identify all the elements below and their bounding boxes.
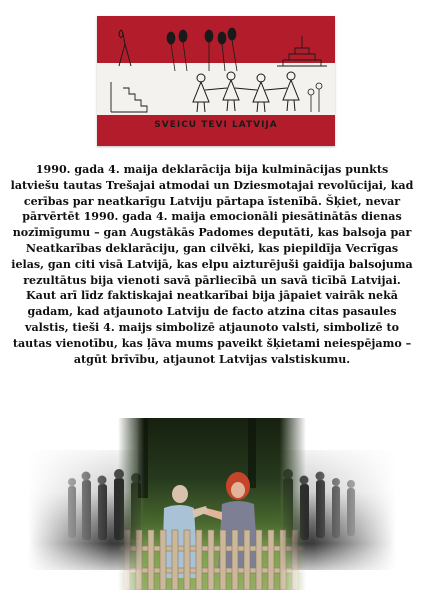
article-paragraph: 1990. gada 4. maija deklarācija bija kulminācijas punkts latviešu tautas Trešajai atmodai un Dziesmotajai revolūcijai, kad cerības par neatkarīgu Latviju pārtapa īstenībā. Šķiet, nevar pārvērtēt 1990. gada 4. maija emocionāli piesātinātās dienas nozīmīgumu – gan Augstākās Padomes deputāti, kas balsoja par Neatkarības deklarāciju, gan cilvēki, kas piepildīja Vecrīgas ielas, gan citi visā Latvijā, kas elpu aizturējuši gaidīja balsojuma rezultātus bija vienoti savā pārliecībā un savā ticībā Latvijai. Kaut arī līdz faktiskajai neatkarībai bija jāpaiet vairāk nekā gadam, kad atjaunoto Latviju de facto atzina citas pasaules valstis, tieši 4. maijs simbolizē atjaunoto valsti, simbolizē to tautas vienotību, kas ļāva mums paveikt šķietami neiespējamo – atgūt brīvību, atjaunot Latvijas valstiskumu. bbox=[10, 163, 414, 366]
latvian-flag-drawing bbox=[97, 16, 335, 146]
plant-doodle bbox=[119, 30, 131, 66]
balloon-4 bbox=[218, 32, 226, 44]
balloon-3 bbox=[205, 30, 213, 42]
monument-doodle bbox=[277, 36, 327, 66]
balloon-5 bbox=[228, 28, 236, 40]
girl-1 bbox=[193, 74, 209, 112]
girl-3 bbox=[253, 74, 269, 112]
balloon-2 bbox=[179, 30, 187, 42]
balloon-1 bbox=[167, 32, 175, 44]
flowers-doodle bbox=[308, 83, 322, 112]
handshake-photo bbox=[118, 418, 306, 590]
dancing-girls bbox=[193, 72, 299, 112]
wooden-fence bbox=[118, 530, 306, 590]
girl-2 bbox=[223, 72, 239, 111]
girl-4 bbox=[283, 72, 299, 111]
photo-collage bbox=[28, 418, 396, 590]
stairs-doodle bbox=[111, 82, 147, 112]
greeting-text: SVEICU TEVI LATVIJA bbox=[154, 120, 278, 130]
